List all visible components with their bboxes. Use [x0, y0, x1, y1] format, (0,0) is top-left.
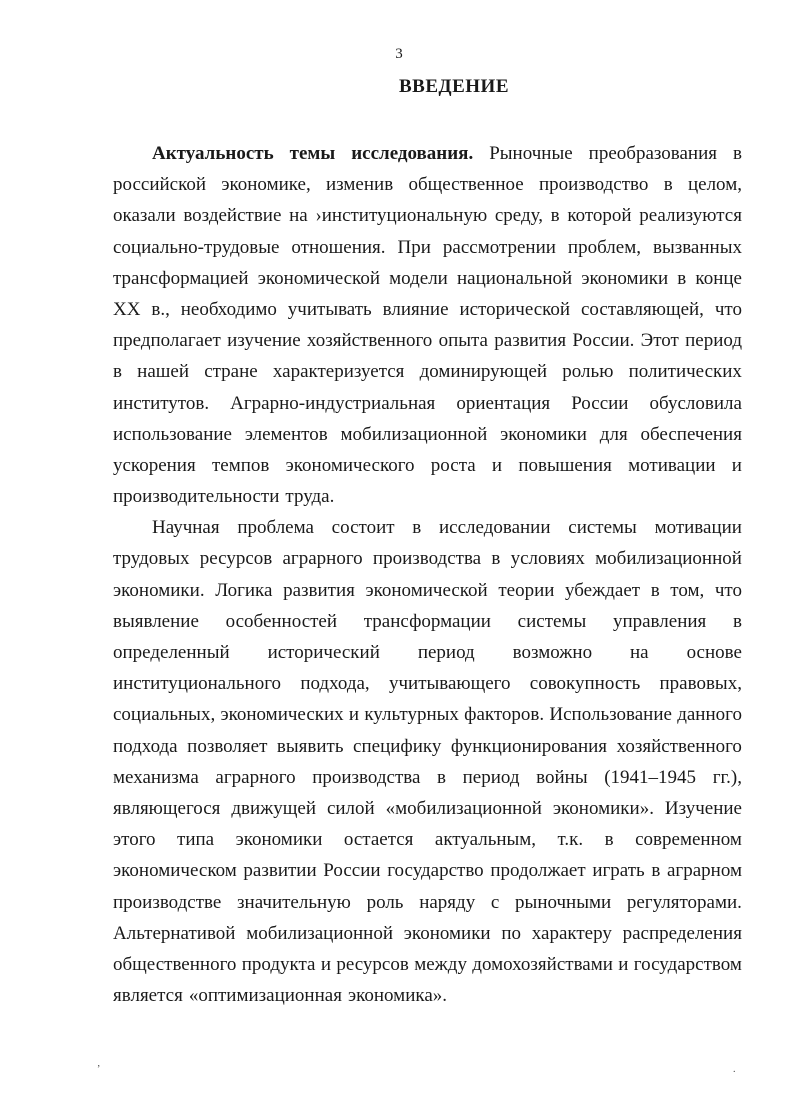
- word: изучение: [227, 330, 301, 352]
- word: экономики: [500, 423, 587, 445]
- word: домохозяйствами: [472, 953, 613, 975]
- word: трансформации: [363, 610, 491, 632]
- word: экономического: [285, 454, 415, 476]
- text-line: [113, 325, 742, 356]
- word: учитывать: [287, 298, 372, 320]
- word: роль: [366, 891, 404, 913]
- word: управления: [612, 610, 707, 632]
- word: проблем,: [567, 236, 641, 258]
- word: рассмотрении: [442, 236, 556, 258]
- word: проблема: [237, 517, 314, 539]
- word: России: [323, 860, 381, 882]
- word: экономике,: [221, 174, 311, 196]
- word: производстве: [113, 891, 222, 913]
- text-line: [113, 731, 742, 762]
- word: экономических: [220, 704, 344, 726]
- text-line: [113, 294, 742, 325]
- word: продолжает: [490, 860, 586, 882]
- text-line: [113, 668, 742, 699]
- word: которой: [567, 205, 632, 227]
- word: мобилизационной: [246, 922, 394, 944]
- word: в: [663, 174, 673, 196]
- paragraph: [113, 138, 742, 512]
- word: развитии: [243, 860, 317, 882]
- text-line: [113, 793, 742, 824]
- text-line: [113, 263, 742, 294]
- word: мобилизационной: [595, 548, 742, 570]
- text-line: [113, 606, 742, 637]
- text-line: [113, 762, 742, 793]
- word: том,: [670, 579, 705, 601]
- text-line: [113, 918, 742, 949]
- word: исторической: [459, 298, 571, 320]
- word: выявление: [113, 610, 199, 632]
- word: аграрном: [667, 860, 742, 882]
- word: войны: [536, 766, 588, 788]
- word: в: [733, 143, 742, 164]
- word: воздействие: [183, 205, 282, 227]
- word: и: [491, 454, 503, 476]
- word: общественное: [408, 174, 524, 196]
- word: что: [714, 579, 742, 601]
- word: являющегося: [113, 797, 221, 819]
- page-number: 3: [395, 46, 403, 62]
- word: мотивации: [628, 454, 716, 476]
- word: XX: [113, 298, 141, 320]
- word: развития: [283, 579, 355, 601]
- word: продукта: [241, 953, 316, 975]
- word: производства: [372, 548, 482, 570]
- word: обусловила: [649, 392, 742, 414]
- word: доминирующей: [419, 361, 548, 383]
- word: реализуются: [639, 205, 742, 227]
- word: государство: [387, 860, 484, 882]
- word: условиях: [510, 548, 585, 570]
- word: Рыночные: [489, 143, 573, 164]
- word: модели: [389, 267, 448, 289]
- word: «оптимизационная: [188, 985, 342, 1007]
- word: элементов: [244, 423, 328, 445]
- word: вызванных: [652, 236, 742, 258]
- word: правовых,: [659, 673, 742, 695]
- word: экономики».: [552, 797, 654, 819]
- word: играть: [592, 860, 645, 882]
- word: и: [731, 454, 742, 476]
- text-line: [113, 356, 742, 387]
- text-line: [113, 200, 742, 231]
- word: и: [348, 704, 360, 726]
- word: системы: [568, 517, 637, 539]
- word: «мобилизационной: [385, 797, 542, 819]
- word: государством: [633, 953, 742, 975]
- word: экономической: [365, 579, 488, 601]
- text-line: [113, 169, 742, 200]
- word: этого: [113, 829, 156, 851]
- word: развития: [494, 330, 567, 352]
- word: т.к.: [557, 829, 584, 851]
- word: подхода: [113, 735, 178, 757]
- word: в.,: [151, 298, 170, 320]
- word: политических: [628, 361, 742, 383]
- word: регуляторами.: [626, 891, 742, 913]
- word: факторов.: [464, 704, 545, 726]
- word: в: [651, 860, 661, 882]
- word: является: [113, 985, 183, 1007]
- word: ресурсов: [336, 953, 409, 975]
- word: экономики: [581, 267, 669, 289]
- word: типа: [177, 829, 215, 851]
- word: Аграрно-индустриальная: [230, 392, 436, 414]
- word: ресурсов: [199, 548, 273, 570]
- word: аграрного: [282, 548, 363, 570]
- word: необходимо: [180, 298, 277, 320]
- word: опыта: [438, 330, 488, 352]
- text-line: [113, 232, 742, 263]
- text-line: [113, 855, 742, 886]
- word: в: [113, 361, 122, 383]
- word: возможно: [512, 642, 593, 663]
- word: обеспечения: [640, 423, 742, 445]
- text-line: [113, 419, 742, 450]
- word: экономики.: [113, 579, 205, 601]
- word: в: [650, 579, 660, 601]
- word: мотивации: [654, 517, 742, 539]
- text-line: [113, 575, 742, 606]
- word: для: [599, 423, 628, 445]
- word: мобилизационной: [340, 423, 488, 445]
- word: (1941–1945: [604, 766, 697, 788]
- word: совокупность: [529, 673, 641, 695]
- word: выявить: [276, 735, 344, 757]
- text-line: [113, 980, 742, 1011]
- text-line: [113, 388, 742, 419]
- section-heading: ВВЕДЕНИЕ: [399, 76, 509, 97]
- word: российской: [113, 174, 207, 196]
- word: ускорения: [113, 454, 196, 476]
- word: национальной: [457, 267, 573, 289]
- word: исследовании: [439, 517, 551, 539]
- word: ›институциональную: [315, 205, 488, 227]
- word: институтов.: [113, 392, 210, 414]
- word: между: [414, 953, 467, 975]
- body-text: [113, 138, 742, 1011]
- word: специфику: [353, 735, 442, 757]
- word: современном: [635, 829, 742, 851]
- word: учитывающего: [388, 673, 511, 695]
- word: стране: [204, 361, 258, 383]
- text-line: [113, 637, 742, 668]
- word: в: [491, 548, 501, 570]
- word: состоит: [331, 517, 395, 539]
- word: исторический: [267, 642, 380, 663]
- word: что: [714, 298, 742, 320]
- word: нашей: [137, 361, 190, 383]
- word: хозяйственного: [306, 330, 433, 352]
- text-line: [113, 450, 742, 481]
- word: остается: [343, 829, 414, 851]
- word: в: [733, 610, 742, 632]
- paragraph: [113, 512, 742, 1011]
- word: использование: [113, 423, 232, 445]
- word: России.: [572, 330, 635, 352]
- word: в: [412, 517, 422, 539]
- word: период: [417, 642, 475, 663]
- word: повышения: [518, 454, 612, 476]
- word: отношения.: [291, 236, 386, 258]
- word: оказали: [113, 205, 176, 227]
- word: экономическом: [113, 860, 237, 882]
- word: характеризуется: [272, 361, 405, 383]
- text-line: [113, 949, 742, 980]
- word: социальных,: [113, 704, 216, 726]
- word: ролью: [562, 361, 614, 383]
- word: Использование: [549, 704, 672, 726]
- word: особенностей: [225, 610, 338, 632]
- word: определенный: [113, 642, 230, 663]
- text-line: [113, 138, 742, 169]
- word: по: [501, 922, 522, 944]
- text-line: [113, 887, 742, 918]
- word: экономики: [403, 922, 491, 944]
- word: экономика».: [347, 985, 447, 1007]
- word: на: [630, 642, 649, 663]
- word: характеру: [531, 922, 612, 944]
- word: актуальным,: [434, 829, 537, 851]
- word: культурных: [364, 704, 459, 726]
- word: Актуальность: [152, 143, 274, 164]
- word: теории: [498, 579, 555, 601]
- word: России: [571, 392, 629, 414]
- text-line: [113, 699, 742, 730]
- word: изменив: [326, 174, 394, 196]
- word: основе: [686, 642, 742, 663]
- word: трансформацией: [113, 267, 249, 289]
- word: и: [618, 953, 629, 975]
- word: и: [320, 953, 331, 975]
- word: темпов: [211, 454, 270, 476]
- word: производства: [312, 766, 421, 788]
- word: производительности: [113, 486, 280, 508]
- word: Логика: [215, 579, 273, 601]
- word: экономической: [257, 267, 380, 289]
- word: рыночными: [515, 891, 612, 913]
- word: в: [550, 205, 560, 227]
- word: исследования.: [351, 143, 474, 164]
- word: При: [397, 236, 431, 258]
- text-line: [113, 543, 742, 574]
- word: труда.: [285, 486, 335, 508]
- text-line: [113, 481, 742, 512]
- word: общественного: [113, 953, 237, 975]
- word: механизма: [113, 766, 199, 788]
- word: экономики: [235, 829, 323, 851]
- word: Научная: [152, 517, 220, 539]
- word: позволяет: [187, 735, 268, 757]
- word: производство: [539, 174, 649, 196]
- word: в: [437, 766, 447, 788]
- word: значительную: [237, 891, 351, 913]
- word: хозяйственного: [616, 735, 742, 757]
- word: конце: [695, 267, 742, 289]
- word: аграрного: [215, 766, 296, 788]
- word: социально-трудовые: [113, 236, 280, 258]
- word: силой: [326, 797, 375, 819]
- word: на: [289, 205, 308, 227]
- word: с: [490, 891, 500, 913]
- text-line: [113, 824, 742, 855]
- word: предполагает: [113, 330, 221, 352]
- word: Изучение: [664, 797, 742, 819]
- word: подхода,: [300, 673, 370, 695]
- word: в: [677, 267, 687, 289]
- word: в: [604, 829, 614, 851]
- word: трудовых: [113, 548, 190, 570]
- word: Альтернативой: [113, 922, 236, 944]
- word: распределения: [622, 922, 742, 944]
- word: темы: [289, 143, 336, 164]
- word: движущей: [231, 797, 317, 819]
- word: период: [685, 330, 742, 352]
- word: среду,: [494, 205, 543, 227]
- word: период: [462, 766, 520, 788]
- word: роста: [430, 454, 476, 476]
- word: целом,: [687, 174, 742, 196]
- word: наряду: [419, 891, 476, 913]
- word: гг.),: [712, 766, 742, 788]
- word: преобразования: [588, 143, 717, 164]
- word: системы: [517, 610, 587, 632]
- scan-mark-right: .: [733, 1064, 736, 1075]
- word: функционирования: [450, 735, 608, 757]
- word: влияние: [382, 298, 449, 320]
- word: данного: [677, 704, 742, 726]
- word: институционального: [113, 673, 282, 695]
- text-line: [113, 512, 742, 543]
- scan-mark-left: ‚: [97, 1058, 101, 1069]
- word: составляющей,: [581, 298, 704, 320]
- word: убеждает: [565, 579, 641, 601]
- word: ориентация: [456, 392, 551, 414]
- word: Этот: [640, 330, 679, 352]
